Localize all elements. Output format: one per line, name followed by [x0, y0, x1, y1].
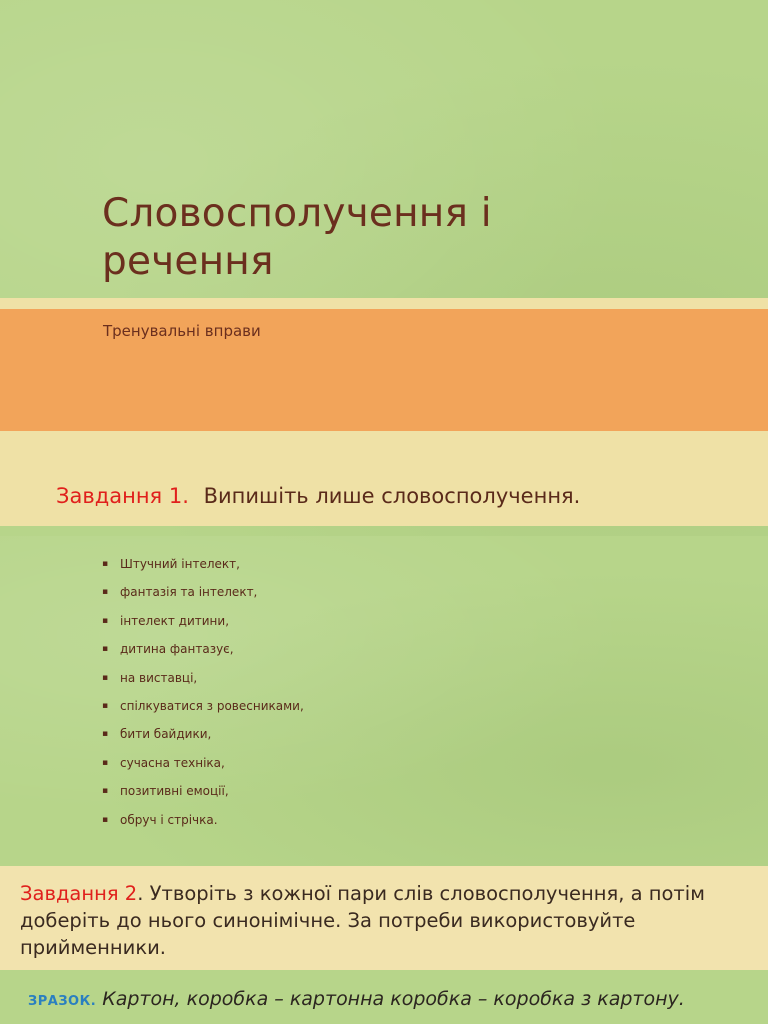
task-2-text: . Утворіть з кожної пари слів словосполучення, а потім доберіть до нього синонімічне. За потреби використовуйте прийменники. — [20, 882, 705, 959]
divider-band-top — [0, 298, 768, 309]
slide-subtitle: Тренувальні вправи — [103, 322, 261, 340]
sample-label: ЗРАЗОК. — [28, 994, 97, 1009]
list-item: ▪ позитивні емоції, — [102, 784, 229, 799]
word-list-slide — [0, 536, 768, 866]
list-item: ▪ обруч і стрічка. — [102, 812, 218, 827]
bullet-icon: ▪ — [102, 814, 109, 825]
sample-line — [28, 988, 685, 1010]
bullet-icon: ▪ — [102, 786, 109, 797]
list-item: ▪ фантазія та інтелект, — [102, 585, 258, 600]
title-line-2: речення — [102, 239, 274, 284]
bullet-icon: ▪ — [102, 559, 109, 569]
task-1-label: Завдання 1. — [56, 484, 189, 508]
task-1-heading — [56, 484, 580, 508]
slide-title — [102, 190, 722, 286]
bullet-icon: ▪ — [102, 587, 109, 598]
bullet-icon: ▪ — [102, 672, 109, 683]
bullet-icon: ▪ — [102, 700, 109, 711]
task-2-text-block — [20, 880, 760, 961]
bullet-icon: ▪ — [102, 615, 109, 626]
bullet-icon: ▪ — [102, 729, 109, 740]
bullet-icon: ▪ — [102, 757, 109, 768]
bullet-icon: ▪ — [102, 644, 109, 655]
list-item: ▪ на виставці, — [102, 670, 198, 685]
list-item: ▪ дитина фантазує, — [102, 642, 234, 657]
list-item: ▪ бити байдики, — [102, 727, 212, 742]
list-item: ▪ сучасна техніка, — [102, 755, 225, 770]
task-1-text: Випишіть лише словосполучення. — [203, 484, 581, 508]
task-2-label: Завдання 2 — [20, 882, 138, 905]
sample-text: Картон, коробка – картонна коробка – коробка з картону. — [96, 988, 685, 1010]
word-list — [100, 556, 304, 840]
task-2-slide — [0, 866, 768, 1024]
list-item: ▪ спілкуватися з ровесниками, — [102, 698, 304, 713]
list-item: ▪ інтелект дитини, — [102, 613, 230, 628]
task-band — [0, 431, 768, 526]
title-line-1: Словосполучення і — [102, 191, 492, 236]
list-item: ▪ Штучний інтелект, — [102, 557, 240, 571]
